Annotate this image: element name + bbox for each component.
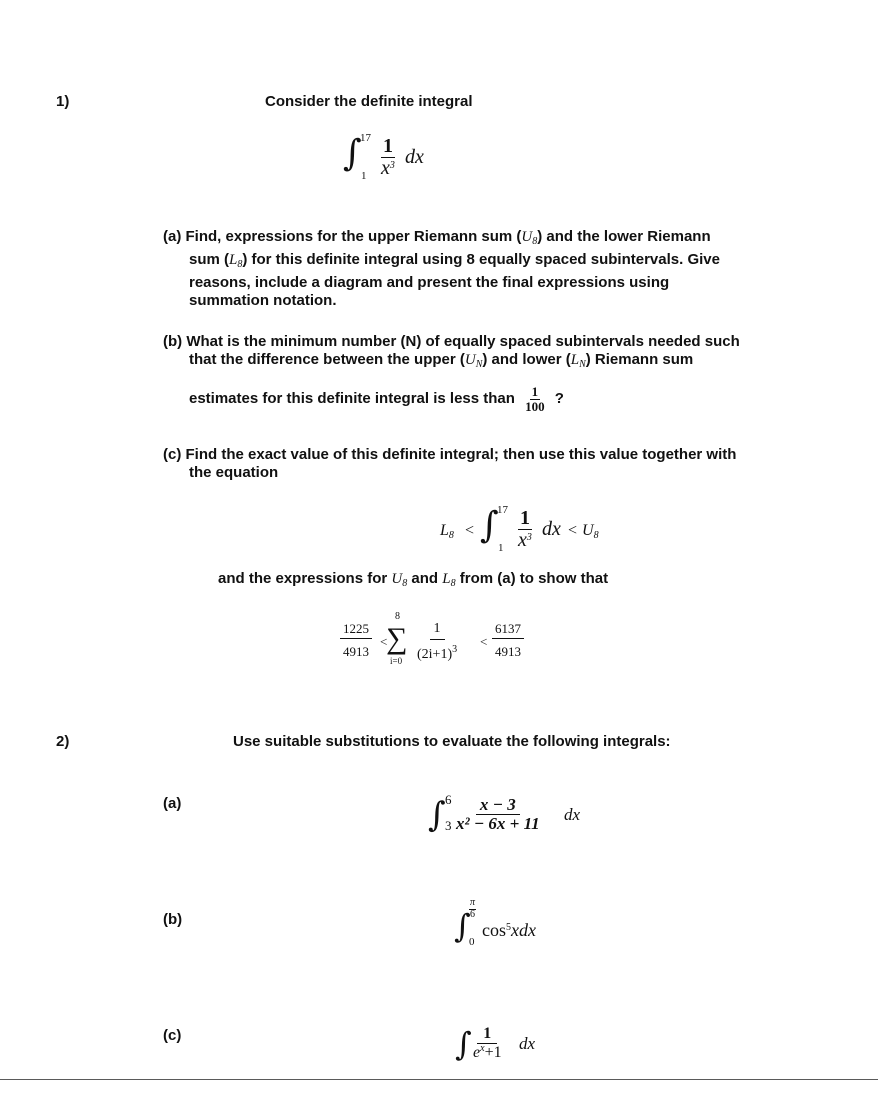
exp-base: e <box>473 1043 481 1061</box>
subscript-8: 8 <box>448 530 454 541</box>
integrand-denominator: x² − 6x + 11 <box>456 813 540 833</box>
part-c-line3-and: and <box>411 570 439 587</box>
lower-sum-symbol: L <box>442 571 451 587</box>
part-b-line3-text: estimates for this definite integral is less than <box>189 390 515 408</box>
upper-sum-symbol: U <box>582 522 594 539</box>
part-b-line2-start: that the difference between the upper ( <box>189 351 465 368</box>
subscript-8: 8 <box>402 578 408 589</box>
part-c-line3 <box>218 570 608 593</box>
part-a-line2-start: sum ( <box>189 251 230 268</box>
question-1-number: 1) <box>56 93 70 110</box>
rhs-fraction <box>492 620 524 658</box>
question-2-intro: Use suitable substitutions to evaluate the following integrals: <box>233 733 671 750</box>
q2-integral-a <box>428 790 608 846</box>
lower-limit: 3 <box>445 818 452 833</box>
less-than: < <box>380 634 388 649</box>
rhs-denominator: 4913 <box>495 643 521 659</box>
question-1-intro: Consider the definite integral <box>265 93 473 110</box>
integrand-fraction <box>516 508 534 551</box>
integrand-fraction <box>471 1026 504 1062</box>
part-c-line3-start: and the expressions for <box>218 570 388 587</box>
part-c-line1: Find the exact value of this definite integral; then use this value together with <box>185 446 737 463</box>
q2-part-b-label: (b) <box>163 911 183 928</box>
lower-sum-symbol: L <box>570 352 580 368</box>
integral-sign: ∫ <box>428 795 446 835</box>
lhs-fraction <box>340 620 372 658</box>
upper-sum-symbol: U <box>464 352 476 368</box>
term-denominator: (2i+1) <box>417 646 453 662</box>
subscript-8: 8 <box>593 530 599 541</box>
integrand-fraction <box>379 136 397 179</box>
less-than: < <box>465 522 475 539</box>
q2-integral-c <box>455 1022 575 1072</box>
subscript-8: 8 <box>237 259 243 270</box>
part-c-line3-end: from (a) to show that <box>459 570 609 587</box>
integrand-numerator: 1 <box>477 1026 497 1044</box>
part-b-line3 <box>189 385 564 413</box>
lower-limit: 1 <box>498 542 504 554</box>
integrand-denominator: x <box>381 157 390 179</box>
rhs-numerator: 6137 <box>492 620 524 639</box>
part-c-label: (c) <box>163 446 182 463</box>
integral-1 <box>343 128 463 193</box>
part-b-line2-end: ) Riemann sum <box>585 351 694 368</box>
part-a-line4: summation notation. <box>189 292 337 309</box>
question-mark: ? <box>554 390 564 408</box>
lower-sum-symbol: L <box>229 252 238 268</box>
differential: dx <box>564 805 581 824</box>
threshold-denominator: 100 <box>525 398 545 414</box>
part-a-line1-mid: ) and the lower Riemann <box>537 228 711 245</box>
part-b-line1: What is the minimum number (N) of equally spaced subintervals needed such <box>186 333 740 350</box>
part-a-label: (a) <box>163 228 182 245</box>
integral-sign: ∫ <box>343 133 362 174</box>
upper-sum-symbol: U <box>521 229 533 245</box>
upper-limit-fraction <box>469 898 476 920</box>
threshold-fraction <box>523 385 547 413</box>
threshold-numerator: 1 <box>531 384 539 399</box>
riemann-inequality <box>440 500 640 562</box>
integrand-numerator: 1 <box>519 507 530 529</box>
subscript-n: N <box>475 359 483 370</box>
subscript-8: 8 <box>450 578 456 589</box>
integral-sign: ∫ <box>480 505 499 546</box>
term-numerator: 1 <box>430 620 445 640</box>
cos-exponent: 5 <box>506 922 511 933</box>
differential: dx <box>542 518 561 540</box>
sigma-symbol: ∑ <box>386 622 408 655</box>
part-a-line1: Find, expressions for the upper Riemann sum ( <box>185 228 522 245</box>
upper-limit-denominator: 6 <box>470 908 475 920</box>
integrand-fraction <box>454 796 542 833</box>
summation-inequality <box>340 612 560 674</box>
denominator-rest: +1 <box>484 1043 502 1061</box>
lhs-numerator: 1225 <box>340 620 372 639</box>
lower-sum-symbol: L <box>440 522 449 539</box>
differential: dx <box>519 1034 536 1053</box>
integrand-rest: xdx <box>511 920 536 940</box>
integrand <box>482 920 536 941</box>
upper-limit-numerator: π <box>470 897 476 908</box>
q2-integral-b <box>454 898 594 958</box>
lower-limit: 1 <box>361 170 367 182</box>
question-2-number: 2) <box>56 733 70 750</box>
term-fraction <box>414 620 460 662</box>
q2-part-a-label: (a) <box>163 795 182 812</box>
integrand-denominator: x <box>518 529 527 551</box>
part-b <box>163 333 853 374</box>
subscript-8: 8 <box>532 236 538 247</box>
upper-limit: 6 <box>445 792 452 807</box>
integral-sign: ∫ <box>454 907 471 945</box>
integrand-numerator: 1 <box>382 135 393 157</box>
page-bottom-rule <box>0 1079 878 1080</box>
upper-sum <box>582 522 599 541</box>
upper-sum-symbol: U <box>391 571 403 587</box>
less-than: < <box>568 522 578 539</box>
lhs-denominator: 4913 <box>343 643 369 659</box>
integral-sign: ∫ <box>455 1025 472 1063</box>
upper-limit: 17 <box>360 132 371 144</box>
part-a-line2-rest: ) for this definite integral using 8 equally spaced subintervals. Give <box>242 251 720 268</box>
part-a <box>163 228 843 310</box>
lower-limit: 0 <box>469 936 475 948</box>
sum-upper-limit: 8 <box>395 611 400 622</box>
less-than: < <box>480 634 488 649</box>
part-b-label: (b) <box>163 333 183 350</box>
part-c <box>163 446 853 482</box>
q2-part-c-label: (c) <box>163 1027 182 1044</box>
integrand-numerator: x − 3 <box>476 796 520 815</box>
sum-lower-limit: i=0 <box>390 656 403 666</box>
lower-sum <box>440 522 454 541</box>
term-exponent: 3 <box>452 643 458 655</box>
differential: dx <box>405 146 424 168</box>
subscript-n: N <box>579 359 586 370</box>
integrand-exponent: 3 <box>389 160 395 171</box>
exp-exponent: x <box>480 1042 485 1054</box>
part-c-line2: the equation <box>189 464 279 481</box>
part-a-line3: reasons, include a diagram and present the final expressions using <box>189 274 670 291</box>
cos-function: cos <box>482 920 506 940</box>
integrand-exponent: 3 <box>526 532 532 543</box>
part-b-line2-mid: ) and lower ( <box>482 351 571 368</box>
upper-limit: 17 <box>497 504 508 516</box>
